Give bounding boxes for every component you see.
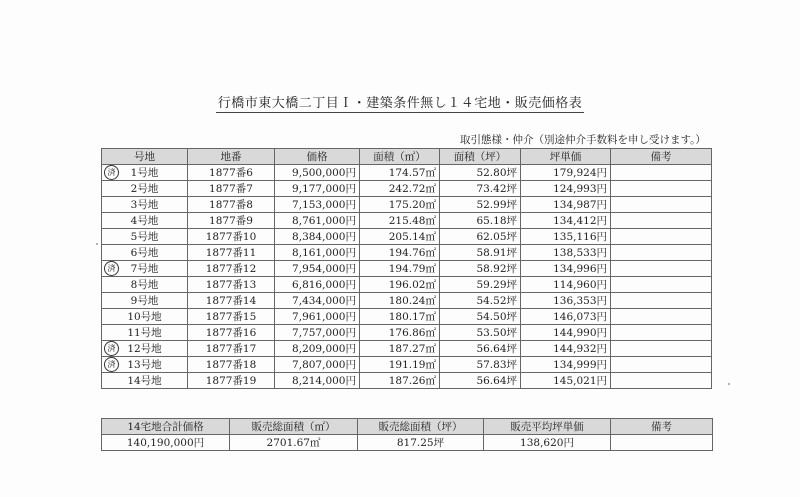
unit-price-cell bbox=[521, 197, 611, 213]
area-m2-cell-text: 196.02㎡ bbox=[388, 279, 436, 291]
price-cell-text: 7,153,000円 bbox=[292, 199, 356, 211]
lot-cell bbox=[102, 229, 188, 245]
parcel-cell bbox=[188, 197, 275, 213]
area-m2-cell bbox=[360, 373, 440, 389]
price-cell-text: 6,816,000円 bbox=[292, 279, 356, 291]
parcel-cell-text: 1877番8 bbox=[209, 199, 253, 211]
price-table bbox=[101, 148, 712, 389]
table-row bbox=[102, 229, 712, 245]
summary-table bbox=[101, 418, 713, 451]
area-m2-cell bbox=[360, 325, 440, 341]
area-m2-cell-text: 187.26㎡ bbox=[388, 375, 436, 387]
parcel-cell-text: 1877番7 bbox=[209, 183, 253, 195]
remarks-cell bbox=[611, 261, 712, 277]
parcel-cell bbox=[188, 277, 275, 293]
parcel-cell-text: 1877番9 bbox=[209, 215, 253, 227]
area-m2-cell bbox=[360, 213, 440, 229]
unit-price-cell-text: 138,533円 bbox=[553, 247, 607, 259]
lot-cell-text: 7号地 bbox=[130, 263, 159, 275]
area-tsubo-cell-text: 58.92坪 bbox=[476, 263, 517, 275]
area-m2-cell bbox=[360, 197, 440, 213]
unit-price-cell-text: 134,412円 bbox=[553, 215, 607, 227]
area-m2-cell bbox=[360, 357, 440, 373]
area-m2-cell bbox=[360, 261, 440, 277]
area-tsubo-cell bbox=[440, 229, 521, 245]
remarks-cell bbox=[611, 309, 712, 325]
area-m2-cell-text: 187.27㎡ bbox=[388, 343, 436, 355]
sold-stamp-icon: 済 bbox=[104, 341, 119, 356]
unit-price-cell bbox=[521, 357, 611, 373]
price-cell bbox=[275, 181, 360, 197]
area-tsubo-cell-text: 54.52坪 bbox=[476, 295, 517, 307]
price-cell bbox=[275, 309, 360, 325]
area-m2-cell bbox=[360, 341, 440, 357]
unit-price-cell bbox=[521, 309, 611, 325]
price-cell bbox=[275, 197, 360, 213]
transaction-note: 取引態様・仲介（別途仲介手数料を申し受けます。） bbox=[460, 134, 706, 146]
parcel-cell-text: 1877番15 bbox=[205, 311, 257, 323]
unit-price-cell bbox=[521, 373, 611, 389]
table-row bbox=[102, 245, 712, 261]
area-m2-cell-text: 191.19㎡ bbox=[388, 359, 436, 371]
unit-price-cell bbox=[521, 293, 611, 309]
area-m2-cell bbox=[360, 181, 440, 197]
parcel-cell-text: 1877番14 bbox=[205, 295, 257, 307]
table-row bbox=[102, 181, 712, 197]
price-cell bbox=[275, 165, 360, 181]
table-row bbox=[102, 165, 712, 181]
unit-price-cell-text: 136,353円 bbox=[553, 295, 607, 307]
summary-remarks bbox=[611, 435, 713, 451]
unit-price-cell-text: 134,987円 bbox=[553, 199, 607, 211]
summary-header-row bbox=[102, 419, 713, 435]
area-tsubo-cell-text: 58.91坪 bbox=[476, 247, 517, 259]
remarks-cell bbox=[611, 165, 712, 181]
unit-price-cell bbox=[521, 165, 611, 181]
table-row bbox=[102, 341, 712, 357]
area-tsubo-cell bbox=[440, 325, 521, 341]
area-m2-cell bbox=[360, 245, 440, 261]
area-tsubo-cell bbox=[440, 309, 521, 325]
remarks-cell bbox=[611, 229, 712, 245]
area-tsubo-cell-text: 56.64坪 bbox=[476, 375, 517, 387]
price-cell bbox=[275, 293, 360, 309]
unit-price-cell-text: 144,932円 bbox=[553, 343, 607, 355]
lot-cell-text: 5号地 bbox=[130, 231, 159, 243]
area-tsubo-cell bbox=[440, 165, 521, 181]
lot-cell-text: 2号地 bbox=[130, 183, 159, 195]
area-tsubo-cell-text: 57.83坪 bbox=[476, 359, 517, 371]
lot-cell bbox=[102, 213, 188, 229]
area-tsubo-cell bbox=[440, 341, 521, 357]
unit-price-cell bbox=[521, 261, 611, 277]
price-cell-text: 9,177,000円 bbox=[292, 183, 356, 195]
price-cell bbox=[275, 213, 360, 229]
area-tsubo-cell bbox=[440, 293, 521, 309]
area-m2-cell-text: 180.17㎡ bbox=[388, 311, 436, 323]
summary-value-row bbox=[102, 435, 713, 451]
unit-price-cell-text: 124,993円 bbox=[553, 183, 607, 195]
lot-cell bbox=[102, 309, 188, 325]
area-m2-cell bbox=[360, 309, 440, 325]
summary-header-remarks: 備考 bbox=[611, 419, 713, 435]
summary-header-avg-unit: 販売平均坪単価 bbox=[484, 419, 611, 435]
price-cell bbox=[275, 373, 360, 389]
lot-cell bbox=[102, 245, 188, 261]
area-m2-cell-text: 175.20㎡ bbox=[388, 199, 436, 211]
summary-total-price: 140,190,000円 bbox=[102, 435, 230, 451]
header-area-tsubo: 面積（坪） bbox=[440, 149, 521, 165]
parcel-cell-text: 1877番10 bbox=[205, 231, 257, 243]
area-m2-cell-text: 174.57㎡ bbox=[388, 167, 436, 179]
scan-speck bbox=[96, 243, 98, 245]
sold-stamp-icon: 済 bbox=[104, 261, 119, 276]
table-row bbox=[102, 309, 712, 325]
parcel-cell bbox=[188, 181, 275, 197]
area-tsubo-cell-text: 52.80坪 bbox=[476, 167, 517, 179]
unit-price-cell bbox=[521, 213, 611, 229]
area-tsubo-cell-text: 54.50坪 bbox=[476, 311, 517, 323]
unit-price-cell-text: 134,999円 bbox=[553, 359, 607, 371]
remarks-cell bbox=[611, 341, 712, 357]
remarks-cell bbox=[611, 373, 712, 389]
area-tsubo-cell-text: 59.29坪 bbox=[476, 279, 517, 291]
area-tsubo-cell-text: 52.99坪 bbox=[476, 199, 517, 211]
parcel-cell-text: 1877番6 bbox=[209, 167, 253, 179]
header-parcel: 地番 bbox=[188, 149, 275, 165]
area-m2-cell bbox=[360, 229, 440, 245]
parcel-cell bbox=[188, 213, 275, 229]
area-m2-cell bbox=[360, 165, 440, 181]
price-cell-text: 7,757,000円 bbox=[292, 327, 356, 339]
table-header-row bbox=[102, 149, 712, 165]
summary-header-total-price: 14宅地合計価格 bbox=[102, 419, 230, 435]
lot-cell-text: 4号地 bbox=[130, 215, 159, 227]
area-m2-cell-text: 194.76㎡ bbox=[388, 247, 436, 259]
lot-cell-text: 11号地 bbox=[127, 327, 162, 339]
header-price: 価格 bbox=[275, 149, 360, 165]
unit-price-cell bbox=[521, 341, 611, 357]
price-cell bbox=[275, 245, 360, 261]
area-tsubo-cell bbox=[440, 261, 521, 277]
price-cell-text: 7,961,000円 bbox=[292, 311, 356, 323]
unit-price-cell-text: 114,960円 bbox=[553, 279, 607, 291]
parcel-cell bbox=[188, 165, 275, 181]
area-m2-cell-text: 194.79㎡ bbox=[388, 263, 436, 275]
lot-cell bbox=[102, 373, 188, 389]
lot-cell-text: 3号地 bbox=[130, 199, 159, 211]
price-cell-text: 7,954,000円 bbox=[292, 263, 356, 275]
lot-cell-text: 1号地 bbox=[130, 167, 159, 179]
lot-cell bbox=[102, 293, 188, 309]
remarks-cell bbox=[611, 293, 712, 309]
price-cell bbox=[275, 261, 360, 277]
lot-cell-text: 8号地 bbox=[130, 279, 159, 291]
area-tsubo-cell bbox=[440, 245, 521, 261]
area-tsubo-cell bbox=[440, 197, 521, 213]
unit-price-cell-text: 146,073円 bbox=[553, 311, 607, 323]
header-remarks: 備考 bbox=[611, 149, 712, 165]
header-lot: 号地 bbox=[102, 149, 188, 165]
lot-cell bbox=[102, 341, 188, 357]
parcel-cell-text: 1877番11 bbox=[205, 247, 257, 259]
area-tsubo-cell bbox=[440, 181, 521, 197]
price-cell-text: 7,434,000円 bbox=[292, 295, 356, 307]
parcel-cell bbox=[188, 373, 275, 389]
area-m2-cell-text: 242.72㎡ bbox=[388, 183, 436, 195]
lot-cell bbox=[102, 165, 188, 181]
price-cell bbox=[275, 277, 360, 293]
lot-cell-text: 13号地 bbox=[127, 359, 162, 371]
unit-price-cell bbox=[521, 277, 611, 293]
price-cell bbox=[275, 325, 360, 341]
lot-cell-text: 9号地 bbox=[130, 295, 159, 307]
area-tsubo-cell bbox=[440, 277, 521, 293]
lot-cell bbox=[102, 277, 188, 293]
area-m2-cell bbox=[360, 293, 440, 309]
price-cell bbox=[275, 229, 360, 245]
remarks-cell bbox=[611, 181, 712, 197]
unit-price-cell-text: 135,116円 bbox=[553, 231, 607, 243]
lot-cell-text: 14号地 bbox=[127, 375, 162, 387]
area-tsubo-cell-text: 73.42坪 bbox=[476, 183, 517, 195]
parcel-cell bbox=[188, 229, 275, 245]
area-m2-cell bbox=[360, 277, 440, 293]
unit-price-cell-text: 179,924円 bbox=[553, 167, 607, 179]
table-row bbox=[102, 293, 712, 309]
area-m2-cell-text: 215.48㎡ bbox=[388, 215, 436, 227]
price-cell bbox=[275, 357, 360, 373]
table-row bbox=[102, 277, 712, 293]
remarks-cell bbox=[611, 325, 712, 341]
parcel-cell bbox=[188, 245, 275, 261]
lot-cell bbox=[102, 357, 188, 373]
lot-cell bbox=[102, 261, 188, 277]
lot-cell bbox=[102, 197, 188, 213]
parcel-cell-text: 1877番19 bbox=[205, 375, 257, 387]
sold-stamp-icon: 済 bbox=[104, 165, 119, 180]
remarks-cell bbox=[611, 213, 712, 229]
scan-speck bbox=[728, 383, 730, 385]
parcel-cell-text: 1877番12 bbox=[205, 263, 257, 275]
unit-price-cell-text: 144,990円 bbox=[553, 327, 607, 339]
price-cell-text: 8,761,000円 bbox=[292, 215, 356, 227]
lot-cell-text: 10号地 bbox=[127, 311, 162, 323]
table-row bbox=[102, 373, 712, 389]
summary-header-total-area-m2: 販売総面積（㎡） bbox=[230, 419, 358, 435]
price-cell-text: 8,209,000円 bbox=[292, 343, 356, 355]
area-m2-cell-text: 176.86㎡ bbox=[388, 327, 436, 339]
unit-price-cell-text: 145,021円 bbox=[553, 375, 607, 387]
parcel-cell-text: 1877番13 bbox=[205, 279, 257, 291]
area-tsubo-cell bbox=[440, 373, 521, 389]
remarks-cell bbox=[611, 197, 712, 213]
header-unit-price: 坪単価 bbox=[521, 149, 611, 165]
remarks-cell bbox=[611, 245, 712, 261]
area-tsubo-cell-text: 56.64坪 bbox=[476, 343, 517, 355]
area-tsubo-cell-text: 65.18坪 bbox=[476, 215, 517, 227]
area-tsubo-cell bbox=[440, 357, 521, 373]
summary-total-area-m2: 2701.67㎡ bbox=[230, 435, 358, 451]
unit-price-cell bbox=[521, 181, 611, 197]
sold-stamp-icon: 済 bbox=[104, 357, 119, 372]
area-tsubo-cell-text: 53.50坪 bbox=[476, 327, 517, 339]
table-row bbox=[102, 357, 712, 373]
page-title: 行橋市東大橋二丁目Ｉ・建築条件無し１４宅地・販売価格表 bbox=[217, 96, 583, 111]
area-tsubo-cell-text: 62.05坪 bbox=[476, 231, 517, 243]
table-row bbox=[102, 197, 712, 213]
unit-price-cell bbox=[521, 245, 611, 261]
price-cell-text: 7,807,000円 bbox=[292, 359, 356, 371]
lot-cell-text: 6号地 bbox=[130, 247, 159, 259]
price-cell-text: 8,214,000円 bbox=[292, 375, 356, 387]
parcel-cell bbox=[188, 293, 275, 309]
unit-price-cell bbox=[521, 325, 611, 341]
lot-cell bbox=[102, 181, 188, 197]
summary-total-area-tsubo: 817.25坪 bbox=[358, 435, 484, 451]
unit-price-cell bbox=[521, 229, 611, 245]
parcel-cell-text: 1877番17 bbox=[205, 343, 257, 355]
price-cell-text: 8,161,000円 bbox=[292, 247, 356, 259]
parcel-cell bbox=[188, 325, 275, 341]
summary-header-total-area-tsubo: 販売総面積（坪） bbox=[358, 419, 484, 435]
lot-cell-text: 12号地 bbox=[127, 343, 162, 355]
area-tsubo-cell bbox=[440, 213, 521, 229]
area-m2-cell-text: 180.24㎡ bbox=[388, 295, 436, 307]
table-row bbox=[102, 261, 712, 277]
parcel-cell bbox=[188, 341, 275, 357]
parcel-cell bbox=[188, 357, 275, 373]
price-cell-text: 8,384,000円 bbox=[292, 231, 356, 243]
parcel-cell bbox=[188, 309, 275, 325]
remarks-cell bbox=[611, 357, 712, 373]
parcel-cell-text: 1877番18 bbox=[205, 359, 257, 371]
area-m2-cell-text: 205.14㎡ bbox=[388, 231, 436, 243]
parcel-cell bbox=[188, 261, 275, 277]
lot-cell bbox=[102, 325, 188, 341]
summary-avg-unit: 138,620円 bbox=[484, 435, 611, 451]
parcel-cell-text: 1877番16 bbox=[205, 327, 257, 339]
table-row bbox=[102, 213, 712, 229]
price-cell bbox=[275, 341, 360, 357]
remarks-cell bbox=[611, 277, 712, 293]
price-cell-text: 9,500,000円 bbox=[292, 167, 356, 179]
unit-price-cell-text: 134,996円 bbox=[553, 263, 607, 275]
header-area-m2: 面積（㎡） bbox=[360, 149, 440, 165]
table-row bbox=[102, 325, 712, 341]
